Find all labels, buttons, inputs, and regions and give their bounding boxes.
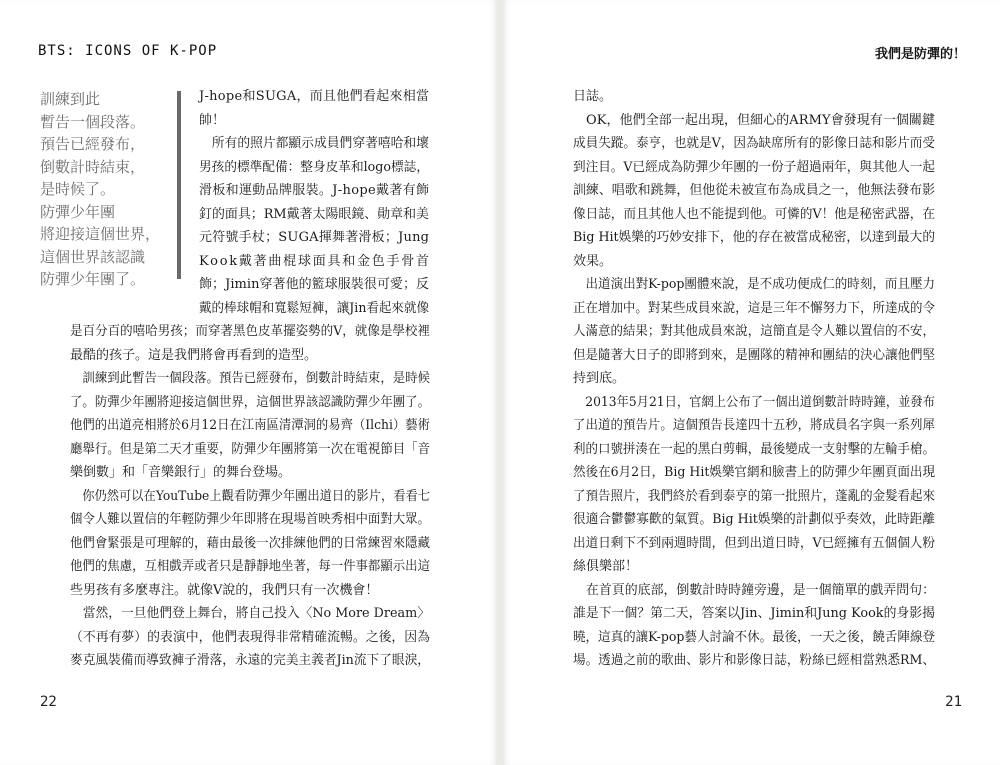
body-text-line: 2013年5月21日，官網上公布了一個出道倒數計時時鐘，並發布 (573, 394, 935, 410)
pull-quote-line: 訓練到此 (40, 90, 101, 108)
body-text-line: 很適合鬱鬱寡歡的氣質。Big Hit娛樂的計劃似乎奏效，此時距離 (573, 512, 935, 527)
body-text-line: 當然，一旦他們登上舞台，將自己投入〈No More Dream〉 (70, 606, 430, 621)
body-text-line: 釘的面具；RM戴著太陽眼鏡、勛章和美 (199, 206, 430, 222)
body-text-line: 正在增加中。對某些成員來說，這是三年不懈努力下，所達成的令 (573, 300, 936, 316)
pull-quote-line: 將迎接這個世界， (40, 225, 161, 243)
body-text-line: OK，他們全部一起出現，但細心的ARMY會發現有一個關鍵 (573, 112, 936, 128)
body-text-line: J-hope和SUGA，而且他們看起來相當 (199, 89, 430, 104)
body-text-line: 廳舉行。但是第二天才重要，防彈少年團將第一次在電視節目「音 (70, 441, 431, 457)
body-text-line: 到注目。V已經成為防彈少年團的一份子超過兩年，與其他人一起 (573, 159, 936, 175)
body-text-line: 出道日剩下不到兩週時間，但到出道日時，V已經擁有五個個人粉 (573, 535, 936, 551)
right-page (503, 0, 1000, 765)
body-text-line: 日誌。 (573, 89, 613, 104)
pull-quote-line: 這個世界該認識 (40, 247, 146, 266)
pull-quote-line: 防彈少年團 (40, 202, 116, 221)
body-text-line: 在首頁的底部，倒數計時時鐘旁邊，是一個簡單的戲弄問句： (573, 582, 936, 598)
body-text-line: 利的口號拼湊在一起的黑白剪輯，最後變成一支射擊的左輪手槍。 (573, 441, 936, 457)
pull-quote-line: 倒數計時結束， (40, 157, 146, 176)
body-text-line: 他們的焦慮，互相戲弄或者只是靜靜地坐著，每一件事都顯示出這 (70, 559, 431, 574)
pull-quote-bar (177, 91, 181, 279)
body-text-line: 然後在6月2日，Big Hit娛樂官網和臉書上的防彈少年團頁面出現 (573, 465, 935, 480)
page-number-right: 21 (945, 694, 962, 710)
body-text-line: 男孩的標準配備：整身皮革和logo標誌， (199, 159, 430, 175)
body-text-line: 人滿意的結果；對其他成員來說，這簡直是令人難以置信的不安， (573, 324, 936, 339)
body-text-line: 你仍然可以在YouTube上觀看防彈少年團出道日的影片，看看七 (70, 488, 430, 504)
body-text-line: 最酷的孩子。這是我們將會再看到的造型。 (70, 347, 318, 363)
body-text-line: 了出道的預告片。這個預告長達四十五秒，將成員名字與一系列犀 (573, 418, 936, 433)
running-head-right: 我們是防彈的！ (874, 47, 966, 62)
body-text-line: 樂倒數」和「音樂銀行」的舞台登場。 (70, 465, 292, 480)
left-page (0, 0, 497, 765)
body-text-line: 成員失蹤。泰亨，也就是V，因為缺席所有的影像日誌和影片而受 (573, 136, 936, 151)
body-text-line: Big Hit娛樂的巧妙安排下，他的存在被當成秘密，以達到最大的 (573, 230, 935, 245)
body-text-line: Kook戴著曲棍球面具和金色手骨首 (199, 253, 431, 269)
body-text-line: 持到底。 (573, 371, 626, 386)
body-text-line: 訓練到此暫告一個段落。預告已經發布，倒數計時結束，是時候 (70, 371, 431, 386)
body-text-line: 飾；Jimin穿著他的籃球服裝很可愛；反 (199, 277, 430, 292)
pull-quote-line: 預告已經發布， (40, 135, 146, 153)
body-text-line: 個令人難以置信的年輕防彈少年即將在現場首映秀相中面對大眾。 (70, 512, 431, 527)
body-text-line: 滑板和運動品牌服裝。J-hope戴著有飾 (199, 183, 430, 198)
body-text-line: 了。防彈少年團將迎接這個世界，這個世界該認識防彈少年團了。 (70, 394, 431, 410)
body-text-line: 麥克風裝備而導致褲子滑落，永遠的完美主義者Jin流下了眼淚， (70, 653, 431, 668)
body-text-line: （不再有夢）的表演中，他們表現得非常精確流暢。之後，因為 (70, 629, 431, 645)
body-text-line: 些男孩有多麼專注。就像V說的，我們只有一次機會！ (70, 582, 379, 598)
body-text-line: 但是隨著大日子的即將到來，是團隊的精神和團結的決心讓他們堅 (573, 347, 936, 363)
body-text-line: 所有的照片都顯示成員們穿著嘻哈和壞 (199, 136, 429, 151)
body-text-line: 效果。 (573, 253, 613, 269)
body-text-line: 像日誌，而且其他人也不能提到他。可憐的V！他是秘密武器，在 (573, 206, 936, 222)
body-text-line: 出道演出對K-pop團體來說，是不成功便成仁的時刻，而且壓力 (573, 277, 936, 292)
body-text-line: 是百分百的嘻哈男孩；而穿著黑色皮革擺姿勢的V，就像是學校裡 (70, 324, 430, 339)
body-text-line: 元符號手杖；SUGA揮舞著滑板；Jung (199, 230, 430, 245)
pull-quote-line: 暫告一個段落。 (40, 112, 146, 131)
body-text-line: 場。透過之前的歌曲、影片和影像日誌，粉絲已經相當熟悉RM、 (573, 653, 935, 668)
body-text-line: 戴的棒球帽和寬鬆短褲，讓Jin看起來就像 (199, 300, 430, 316)
body-text-line: 他們的出道亮相將於6月12日在江南區清潭洞的易齊（Ilchi）藝術 (70, 418, 431, 433)
pull-quote-line: 防彈少年團了。 (40, 270, 146, 288)
pull-quote-line: 是時候了。 (40, 180, 116, 198)
pull-quote (40, 88, 170, 291)
body-text-line: 帥！ (199, 112, 226, 128)
page-number-left: 22 (40, 694, 57, 710)
body-text-line: 誰是下一個？第二天，答案以Jin、Jimin和Jung Kook的身影揭 (573, 606, 935, 621)
body-text-line: 他們會緊張是可理解的，藉由最後一次排練他們的日常練習來隱藏 (70, 535, 431, 551)
running-head-left: BTS: ICONS OF K-POP (38, 43, 218, 59)
body-text-line: 了預告照片，我們終於看到泰亨的第一批照片，蓬亂的金髮看起來 (573, 488, 936, 504)
body-text-line: 絲俱樂部！ (573, 559, 639, 574)
body-text-line: 曉，這真的讓K-pop藝人討論不休。最後，一天之後，饒舌陣線登 (573, 629, 936, 645)
body-text-line: 訓練、唱歌和跳舞，但他從未被宣布為成員之一，他無法發布影 (573, 183, 936, 198)
